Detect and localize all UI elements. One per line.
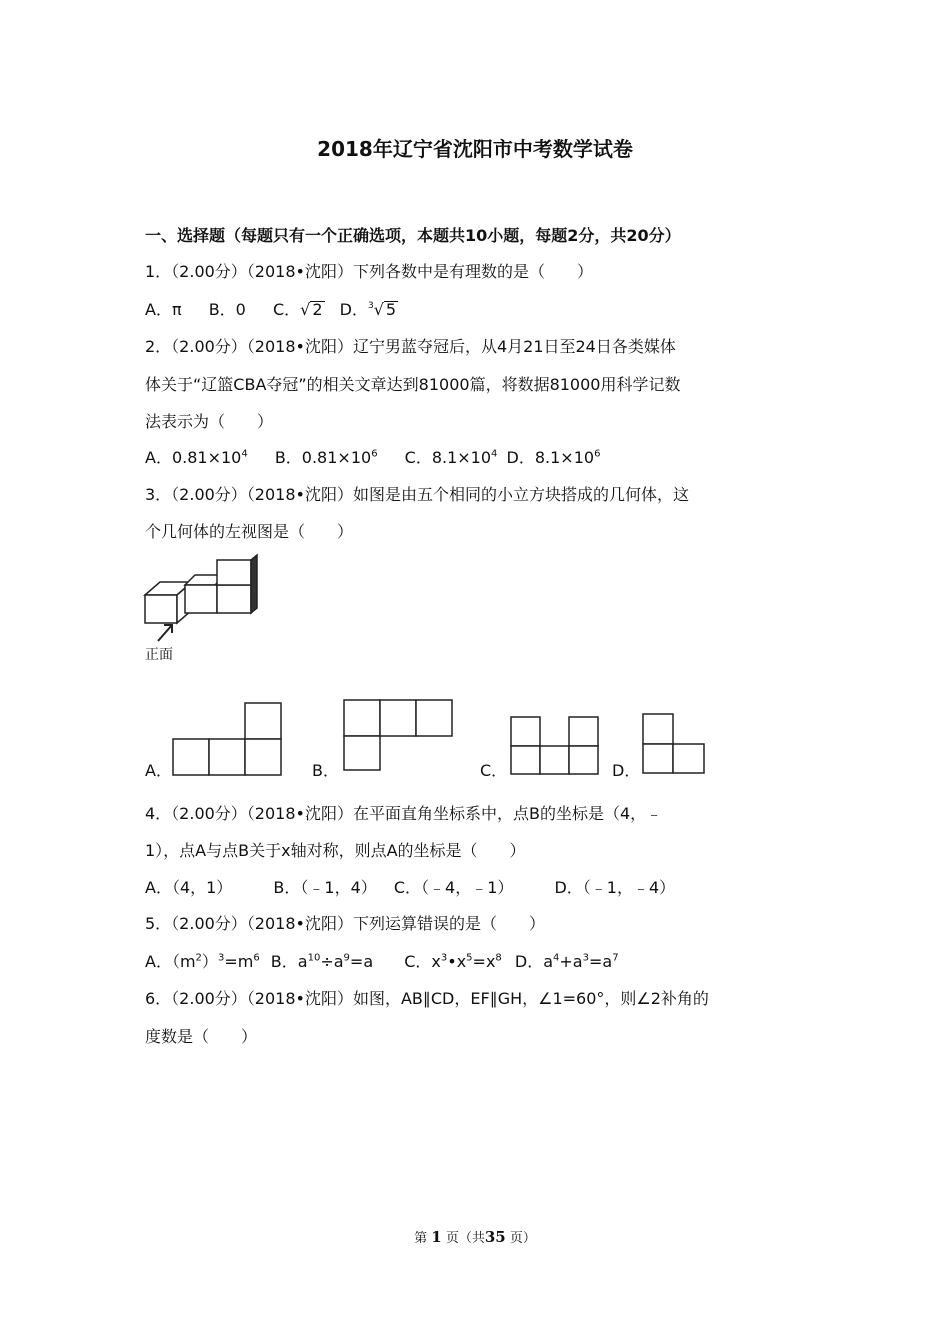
q4-options: [145, 878, 675, 898]
q4-option-d: D．（﹣1，﹣4）: [554, 878, 676, 897]
q4-stem-line1: 4．（2.00分）（2018•沈阳）在平面直角坐标系中，点B的坐标是（4，﹣: [145, 804, 663, 823]
q3-option-a-label: A．: [145, 761, 172, 780]
q3-option-c-label: C．: [480, 761, 508, 780]
q3-option-b-figure: [343, 699, 455, 773]
q6-stem-line2: 度数是（ ）: [145, 1027, 258, 1046]
page-footer: 第 1 页（共35 页）: [414, 1228, 536, 1246]
page-title: 2018年辽宁省沈阳市中考数学试卷: [317, 137, 633, 161]
q1-option-b: B．0: [208, 300, 246, 319]
q2-stem-line1: 2．（2.00分）（2018•沈阳）辽宁男蓝夺冠后，从4月21日至24日各类媒体: [145, 337, 676, 356]
q2-stem-line2: 体关于“辽篮CBA夺冠”的相关文章达到81000篇，将数据81000用科学记数: [145, 375, 681, 394]
q5-option-c: C．$x^3•x^5=x^8$: [404, 952, 502, 971]
q2-option-a: A．$0.81\times 10^4$: [145, 448, 248, 467]
q3-option-a-figure: [173, 702, 283, 776]
q3-option-c-figure: [510, 716, 602, 776]
q3-option-d-label: D．: [612, 761, 641, 780]
q5-option-d: D．$a^4+a^3=a^7$: [514, 952, 619, 971]
q5-stem: 5．（2.00分）（2018•沈阳）下列运算错误的是（ ）: [145, 914, 545, 933]
q1-option-a: A．π: [145, 300, 182, 319]
q2-options: [145, 448, 600, 468]
q2-option-c: C．$8.1\times 10^4$: [404, 448, 498, 467]
front-arrow-icon: [158, 625, 172, 641]
q2-option-d: D．$8.1\times 10^6$: [506, 448, 601, 467]
q1-options: [145, 300, 398, 320]
section-heading: 一、选择题（每题只有一个正确选项，本题共10小题，每题2分，共20分）: [145, 226, 681, 245]
q3-option-b-label: B．: [312, 761, 339, 780]
cube-solid-figure: [140, 555, 270, 665]
q2-stem-line3: 法表示为（ ）: [145, 412, 274, 431]
q4-option-a: A．（4，1）: [145, 878, 233, 897]
q1-option-d: D．$^3$√ 5: [339, 300, 397, 319]
q3-option-d-figure: [642, 713, 708, 775]
q4-stem-line2: 1），点A与点B关于x轴对称，则点A的坐标是（ ）: [145, 841, 526, 860]
page-number: 1: [431, 1228, 442, 1246]
q3-stem-line1: 3．（2.00分）（2018•沈阳）如图是由五个相同的小立方块搭成的几何体，这: [145, 485, 689, 504]
q2-option-b: B．$0.81\times 10^6$: [274, 448, 378, 467]
q5-options: [145, 952, 619, 972]
q5-option-b: B．$a^{10}\div a^9=a$: [270, 952, 374, 971]
q4-option-c: C．（﹣4，﹣1）: [393, 878, 514, 897]
front-label: 正面: [145, 647, 173, 663]
q4-option-b: B．（﹣1，4）: [273, 878, 377, 897]
cube-right-stack: [217, 555, 257, 613]
q6-stem-line1: 6．（2.00分）（2018•沈阳）如图，AB∥CD，EF∥GH，∠1=60°，则∠2补角的: [145, 989, 709, 1008]
q3-stem-line2: 个几何体的左视图是（ ）: [145, 522, 354, 541]
q5-option-a: A．$(m^2)^3=m^6$: [145, 952, 260, 971]
page-total: 35: [484, 1228, 506, 1246]
q1-option-c: C．√ 2: [272, 300, 323, 319]
q1-stem: 1．（2.00分）（2018•沈阳）下列各数中是有理数的是（ ）: [145, 262, 593, 281]
